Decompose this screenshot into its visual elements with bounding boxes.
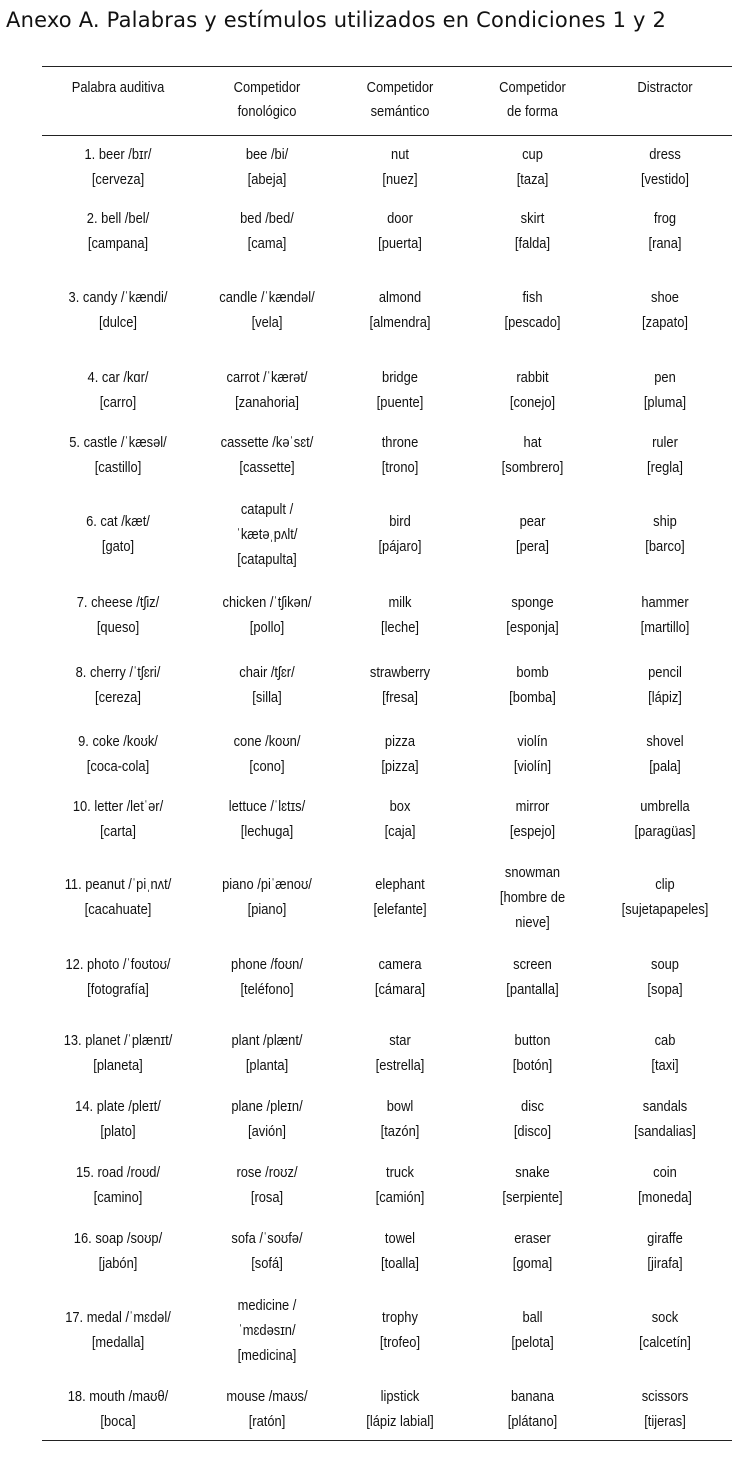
cell-line: coin	[653, 1164, 677, 1181]
cell-line: bridge	[382, 369, 418, 386]
cell-line: [carta]	[100, 823, 136, 840]
table-cell-competidor-semantico	[340, 285, 460, 335]
table-cell-competidor-fonologico	[203, 1384, 330, 1434]
cell-line: [medalla]	[91, 1334, 145, 1351]
cell-line: 14. plate /pleɪt/	[75, 1098, 161, 1115]
cell-line: 8. cherry /ˈtʃɛri/	[75, 664, 161, 681]
cell-line: [planeta]	[93, 1057, 143, 1074]
table-cell-competidor-semantico	[340, 794, 460, 844]
cell-line: [serpiente]	[502, 1189, 563, 1206]
cell-line: bomb	[516, 664, 549, 681]
cell-line: [cama]	[247, 235, 287, 252]
cell-line: piano /piˈænoʊ/	[222, 876, 312, 893]
cell-line: towel	[384, 1230, 416, 1247]
cell-line: [queso]	[96, 619, 140, 636]
table-cell-competidor-semantico	[340, 365, 460, 415]
table-cell-competidor-semantico	[340, 872, 460, 922]
table-cell-distractor	[601, 142, 730, 192]
cell-line: frog	[653, 210, 677, 227]
table-cell-competidor-semantico	[340, 1094, 460, 1144]
cell-line: medicine /	[237, 1296, 297, 1314]
table-cell-distractor	[601, 430, 730, 480]
table-cell-competidor-fonologico	[203, 794, 330, 844]
cell-line: shoe	[651, 289, 679, 306]
table-cell-distractor	[601, 1384, 730, 1434]
cell-line: milk	[388, 594, 412, 611]
table-cell-palabra-auditiva	[49, 729, 187, 779]
cell-line: [dulce]	[98, 314, 138, 331]
cell-line: [cereza]	[95, 689, 141, 706]
cell-line: [botón]	[512, 1057, 553, 1074]
cell-line: plane /pleɪn/	[231, 1098, 303, 1115]
table-cell-palabra-auditiva	[49, 142, 187, 192]
cell-line: [cámara]	[374, 981, 426, 998]
table-cell-palabra-auditiva	[49, 430, 187, 480]
cell-line: ship	[653, 513, 677, 530]
cell-line: [sandalias]	[634, 1123, 696, 1140]
cell-line: pear	[519, 513, 546, 530]
cell-line: [planta]	[245, 1057, 289, 1074]
cell-line: ˈmɛdəsɪn/	[238, 1321, 296, 1339]
cell-line: [sombrero]	[501, 459, 564, 476]
table-cell-distractor	[601, 872, 730, 922]
column-header-line: Competidor	[499, 79, 566, 96]
cell-line: dress	[649, 146, 681, 163]
table-cell-palabra-auditiva	[49, 285, 187, 335]
table-cell-competidor-de-forma	[470, 142, 595, 192]
table-cell-distractor	[601, 952, 730, 1002]
table-cell-competidor-fonologico	[203, 142, 330, 192]
cell-line: sock	[651, 1309, 679, 1326]
cell-line: [conejo]	[509, 394, 556, 411]
table-cell-palabra-auditiva	[49, 1226, 187, 1276]
table-cell-competidor-semantico	[340, 206, 460, 256]
column-header-line: de forma	[507, 103, 558, 120]
table-cell-palabra-auditiva	[49, 590, 187, 640]
table-cell-competidor-fonologico	[203, 660, 330, 710]
table-cell-palabra-auditiva	[49, 365, 187, 415]
table-cell-distractor	[601, 1305, 730, 1355]
cell-line: [paragüas]	[634, 823, 696, 840]
cell-line: nieve]	[515, 913, 550, 931]
cell-line: star	[389, 1032, 411, 1049]
cell-line: rose /roʊz/	[236, 1164, 298, 1181]
cell-line: [carro]	[99, 394, 137, 411]
cell-line: [rosa]	[250, 1189, 284, 1206]
cell-line: door	[387, 210, 413, 227]
cell-line: [falda]	[514, 235, 551, 252]
table-cell-competidor-de-forma	[470, 285, 595, 335]
table-cell-palabra-auditiva	[49, 1305, 187, 1355]
cell-line: clip	[655, 876, 675, 893]
column-header-line: Distractor	[637, 79, 693, 96]
cell-line: truck	[386, 1164, 414, 1181]
cell-line: [ratón]	[248, 1413, 286, 1430]
cell-line: [calcetín]	[639, 1334, 691, 1351]
cell-line: [toalla]	[380, 1255, 420, 1272]
table-cell-palabra-auditiva	[49, 206, 187, 256]
cell-line: almond	[378, 289, 422, 306]
cell-line: [zapato]	[642, 314, 688, 331]
table-bottom-rule	[42, 1440, 732, 1441]
cell-line: 11. peanut /ˈpiˌnʌt/	[64, 876, 172, 893]
cell-line: [plato]	[100, 1123, 136, 1140]
column-header-palabra-auditiva	[49, 76, 187, 100]
cell-line: [jirafa]	[647, 1255, 683, 1272]
cell-line: [medicina]	[237, 1346, 297, 1364]
column-header-line: Competidor	[233, 79, 301, 96]
cell-line: 3. candy /ˈkændi/	[68, 289, 168, 306]
cell-line: [camión]	[375, 1189, 425, 1206]
cell-line: [pescado]	[504, 314, 561, 331]
cell-line: soup	[651, 956, 679, 973]
table-cell-competidor-de-forma	[470, 206, 595, 256]
table-cell-palabra-auditiva	[49, 952, 187, 1002]
cell-line: [castillo]	[94, 459, 142, 476]
cell-line: screen	[513, 956, 552, 973]
cell-line: [piano]	[247, 901, 287, 918]
cell-line: elephant	[375, 876, 425, 893]
cell-line: carrot /ˈkærət/	[226, 369, 308, 386]
cell-line: 18. mouth /maʊθ/	[67, 1388, 169, 1405]
cell-line: 7. cheese /tʃiz/	[76, 594, 160, 611]
table-cell-competidor-de-forma	[470, 430, 595, 480]
table-cell-competidor-fonologico	[203, 1293, 330, 1368]
cell-line: [tazón]	[380, 1123, 420, 1140]
table-cell-competidor-fonologico	[203, 206, 330, 256]
cell-line: bed /bed/	[240, 210, 294, 227]
cell-line: 17. medal /ˈmɛdəl/	[65, 1309, 171, 1326]
cell-line: [abeja]	[247, 171, 287, 188]
table-cell-competidor-semantico	[340, 509, 460, 559]
cell-line: [estrella]	[375, 1057, 425, 1074]
cell-line: bird	[389, 513, 411, 530]
cell-line: [cono]	[249, 758, 285, 775]
cell-line: plant /plænt/	[231, 1032, 303, 1049]
cell-line: [campana]	[87, 235, 149, 252]
cell-line: [fotografía]	[87, 981, 149, 998]
cell-line: umbrella	[640, 798, 690, 815]
cell-line: [nuez]	[382, 171, 418, 188]
table-cell-competidor-semantico	[340, 729, 460, 779]
table-cell-distractor	[601, 660, 730, 710]
cell-line: snowman	[504, 863, 561, 881]
cell-line: [regla]	[647, 459, 683, 476]
cell-line: sofa /ˈsoʊfə/	[231, 1230, 303, 1247]
table-cell-competidor-de-forma	[470, 1094, 595, 1144]
cell-line: cup	[522, 146, 543, 163]
cell-line: 16. soap /soʊp/	[73, 1230, 163, 1247]
table-cell-competidor-de-forma	[470, 860, 595, 935]
table-cell-competidor-de-forma	[470, 1384, 595, 1434]
column-header-distractor	[601, 76, 730, 100]
cell-line: [cacahuate]	[84, 901, 152, 918]
table-cell-competidor-semantico	[340, 1384, 460, 1434]
table-cell-competidor-de-forma	[470, 1028, 595, 1078]
cell-line: [vestido]	[640, 171, 690, 188]
table-cell-competidor-de-forma	[470, 660, 595, 710]
table-cell-distractor	[601, 1226, 730, 1276]
table-cell-competidor-fonologico	[203, 1160, 330, 1210]
cell-line: 10. letter /letˈər/	[72, 798, 164, 815]
table-cell-distractor	[601, 365, 730, 415]
cell-line: [pájaro]	[378, 538, 422, 555]
cell-line: chair /tʃɛr/	[239, 664, 295, 681]
cell-line: 12. photo /ˈfoʊtoʊ/	[65, 956, 171, 973]
column-header-competidor-fonologico	[203, 76, 330, 124]
cell-line: hat	[523, 434, 542, 451]
cell-line: pen	[654, 369, 676, 386]
table-cell-competidor-fonologico	[203, 872, 330, 922]
cell-line: [boca]	[100, 1413, 136, 1430]
table-cell-palabra-auditiva	[49, 872, 187, 922]
cell-line: [zanahoria]	[235, 394, 299, 411]
cell-line: [tijeras]	[644, 1413, 686, 1430]
cell-line: [puente]	[376, 394, 424, 411]
cell-line: [plátano]	[507, 1413, 558, 1430]
table-cell-palabra-auditiva	[49, 1160, 187, 1210]
table-cell-distractor	[601, 1028, 730, 1078]
cell-line: 6. cat /kæt/	[86, 513, 150, 530]
cell-line: bowl	[386, 1098, 414, 1115]
cell-line: [sujetapapeles]	[621, 901, 709, 918]
cell-line: [silla]	[252, 689, 282, 706]
table-cell-competidor-semantico	[340, 142, 460, 192]
cell-line: [lechuga]	[240, 823, 294, 840]
table-cell-distractor	[601, 1160, 730, 1210]
cell-line: pencil	[648, 664, 682, 681]
cell-line: chicken /ˈtʃikən/	[222, 594, 312, 611]
column-header-competidor-de-forma	[470, 76, 595, 124]
cell-line: catapult /	[240, 500, 294, 518]
cell-line: snake	[515, 1164, 550, 1181]
cell-line: lipstick	[380, 1388, 420, 1405]
table-cell-distractor	[601, 1094, 730, 1144]
table-cell-competidor-de-forma	[470, 794, 595, 844]
cell-line: [sopa]	[647, 981, 683, 998]
cell-line: [pala]	[649, 758, 681, 775]
cell-line: [lápiz]	[648, 689, 682, 706]
table-cell-competidor-fonologico	[203, 430, 330, 480]
table-header-rule	[42, 135, 732, 136]
cell-line: [trono]	[381, 459, 419, 476]
cell-line: phone /foʊn/	[231, 956, 303, 973]
cell-line: [trofeo]	[379, 1334, 421, 1351]
column-header-line: semántico	[370, 103, 430, 120]
cell-line: [espejo]	[509, 823, 556, 840]
column-header-line: Competidor	[366, 79, 434, 96]
table-cell-distractor	[601, 206, 730, 256]
cell-line: [coca-cola]	[86, 758, 150, 775]
cell-line: [rana]	[648, 235, 682, 252]
cell-line: lettuce /ˈlɛtɪs/	[228, 798, 306, 815]
cell-line: 2. bell /bel/	[86, 210, 150, 227]
cell-line: strawberry	[369, 664, 431, 681]
cell-line: violín	[517, 733, 548, 750]
cell-line: [pluma]	[643, 394, 687, 411]
cell-line: [goma]	[512, 1255, 553, 1272]
cell-line: mouse /maʊs/	[226, 1388, 308, 1405]
table-cell-competidor-de-forma	[470, 590, 595, 640]
column-header-competidor-semantico	[340, 76, 460, 124]
table-cell-competidor-fonologico	[203, 952, 330, 1002]
cell-line: cone /koʊn/	[233, 733, 301, 750]
table-cell-palabra-auditiva	[49, 1028, 187, 1078]
cell-line: throne	[381, 434, 419, 451]
cell-line: 1. beer /bɪr/	[84, 146, 152, 163]
table-cell-competidor-semantico	[340, 1028, 460, 1078]
table-cell-competidor-semantico	[340, 1226, 460, 1276]
table-cell-competidor-fonologico	[203, 285, 330, 335]
cell-line: [elefante]	[373, 901, 427, 918]
cell-line: [teléfono]	[240, 981, 294, 998]
cell-line: [fresa]	[382, 689, 418, 706]
cell-line: fish	[522, 289, 543, 306]
cell-line: trophy	[382, 1309, 418, 1326]
table-cell-distractor	[601, 285, 730, 335]
cell-line: [puerta]	[378, 235, 422, 252]
table-cell-competidor-de-forma	[470, 365, 595, 415]
page-title: Anexo A. Palabras y estímulos utilizados en Condiciones 1 y 2	[6, 8, 667, 32]
cell-line: ruler	[652, 434, 678, 451]
table-cell-competidor-de-forma	[470, 729, 595, 779]
cell-line: nut	[391, 146, 409, 163]
cell-line: [lápiz labial]	[366, 1413, 434, 1430]
table-cell-competidor-de-forma	[470, 1160, 595, 1210]
table-cell-competidor-semantico	[340, 952, 460, 1002]
cell-line: pizza	[384, 733, 416, 750]
table-cell-distractor	[601, 794, 730, 844]
table-cell-competidor-de-forma	[470, 952, 595, 1002]
cell-line: shovel	[646, 733, 684, 750]
cell-line: [vela]	[251, 314, 283, 331]
cell-line: sandals	[642, 1098, 688, 1115]
cell-line: hammer	[641, 594, 689, 611]
cell-line: skirt	[520, 210, 545, 227]
cell-line: [leche]	[380, 619, 420, 636]
cell-line: [caja]	[384, 823, 416, 840]
cell-line: sponge	[511, 594, 554, 611]
table-cell-competidor-fonologico	[203, 1094, 330, 1144]
cell-line: box	[389, 798, 411, 815]
cell-line: [moneda]	[638, 1189, 692, 1206]
cell-line: [barco]	[645, 538, 685, 555]
column-header-line: Palabra auditiva	[71, 79, 165, 96]
cell-line: 9. coke /koʊk/	[78, 733, 158, 750]
cell-line: giraffe	[647, 1230, 683, 1247]
table-cell-competidor-fonologico	[203, 1226, 330, 1276]
table-cell-competidor-semantico	[340, 1305, 460, 1355]
table-cell-palabra-auditiva	[49, 660, 187, 710]
cell-line: [jabón]	[98, 1255, 138, 1272]
table-cell-distractor	[601, 590, 730, 640]
cell-line: [avión]	[247, 1123, 287, 1140]
table-cell-competidor-fonologico	[203, 590, 330, 640]
table-cell-palabra-auditiva	[49, 509, 187, 559]
cell-line: [pizza]	[381, 758, 419, 775]
cell-line: [cerveza]	[91, 171, 145, 188]
cell-line: ball	[522, 1309, 543, 1326]
cell-line: [esponja]	[506, 619, 559, 636]
table-cell-competidor-semantico	[340, 660, 460, 710]
table-cell-palabra-auditiva	[49, 1094, 187, 1144]
cell-line: [martillo]	[640, 619, 690, 636]
cell-line: [cassette]	[239, 459, 295, 476]
cell-line: [pelota]	[511, 1334, 554, 1351]
cell-line: scissors	[641, 1388, 689, 1405]
cell-line: button	[514, 1032, 551, 1049]
cell-line: disc	[521, 1098, 544, 1115]
cell-line: [pollo]	[249, 619, 285, 636]
table-cell-competidor-fonologico	[203, 729, 330, 779]
cell-line: [taza]	[516, 171, 549, 188]
table-cell-competidor-fonologico	[203, 1028, 330, 1078]
cell-line: cab	[654, 1032, 676, 1049]
table-cell-competidor-semantico	[340, 590, 460, 640]
cell-line: [sofá]	[251, 1255, 283, 1272]
cell-line: [gato]	[101, 538, 135, 555]
cell-line: banana	[510, 1388, 555, 1405]
table-cell-palabra-auditiva	[49, 794, 187, 844]
cell-line: [bomba]	[509, 689, 556, 706]
table-top-rule	[42, 66, 732, 67]
table-cell-competidor-semantico	[340, 1160, 460, 1210]
cell-line: [almendra]	[369, 314, 431, 331]
column-header-line: fonológico	[237, 103, 297, 120]
cell-line: cassette /kəˈsɛt/	[220, 434, 314, 451]
cell-line: [pantalla]	[506, 981, 559, 998]
table-cell-competidor-de-forma	[470, 1305, 595, 1355]
table-cell-distractor	[601, 729, 730, 779]
cell-line: [violín]	[513, 758, 552, 775]
cell-line: [catapulta]	[237, 550, 297, 568]
table-cell-competidor-fonologico	[203, 497, 330, 572]
table-cell-competidor-de-forma	[470, 1226, 595, 1276]
cell-line: rabbit	[516, 369, 549, 386]
cell-line: [disco]	[513, 1123, 552, 1140]
table-cell-palabra-auditiva	[49, 1384, 187, 1434]
cell-line: [hombre de	[499, 888, 566, 906]
cell-line: [camino]	[93, 1189, 143, 1206]
table-cell-competidor-fonologico	[203, 365, 330, 415]
cell-line: mirror	[515, 798, 550, 815]
cell-line: [pera]	[515, 538, 549, 555]
table-cell-competidor-de-forma	[470, 509, 595, 559]
cell-line: bee /bi/	[245, 146, 289, 163]
cell-line: 4. car /kɑr/	[87, 369, 149, 386]
cell-line: candle /ˈkændəl/	[219, 289, 315, 306]
cell-line: 5. castle /ˈkæsəl/	[69, 434, 167, 451]
cell-line: eraser	[514, 1230, 551, 1247]
cell-line: 13. planet /ˈplænɪt/	[63, 1032, 173, 1049]
cell-line: [taxi]	[651, 1057, 679, 1074]
table-cell-distractor	[601, 509, 730, 559]
table-cell-competidor-semantico	[340, 430, 460, 480]
cell-line: 15. road /roʊd/	[75, 1164, 161, 1181]
cell-line: ˈkætəˌpʌlt/	[236, 525, 298, 543]
cell-line: camera	[378, 956, 422, 973]
